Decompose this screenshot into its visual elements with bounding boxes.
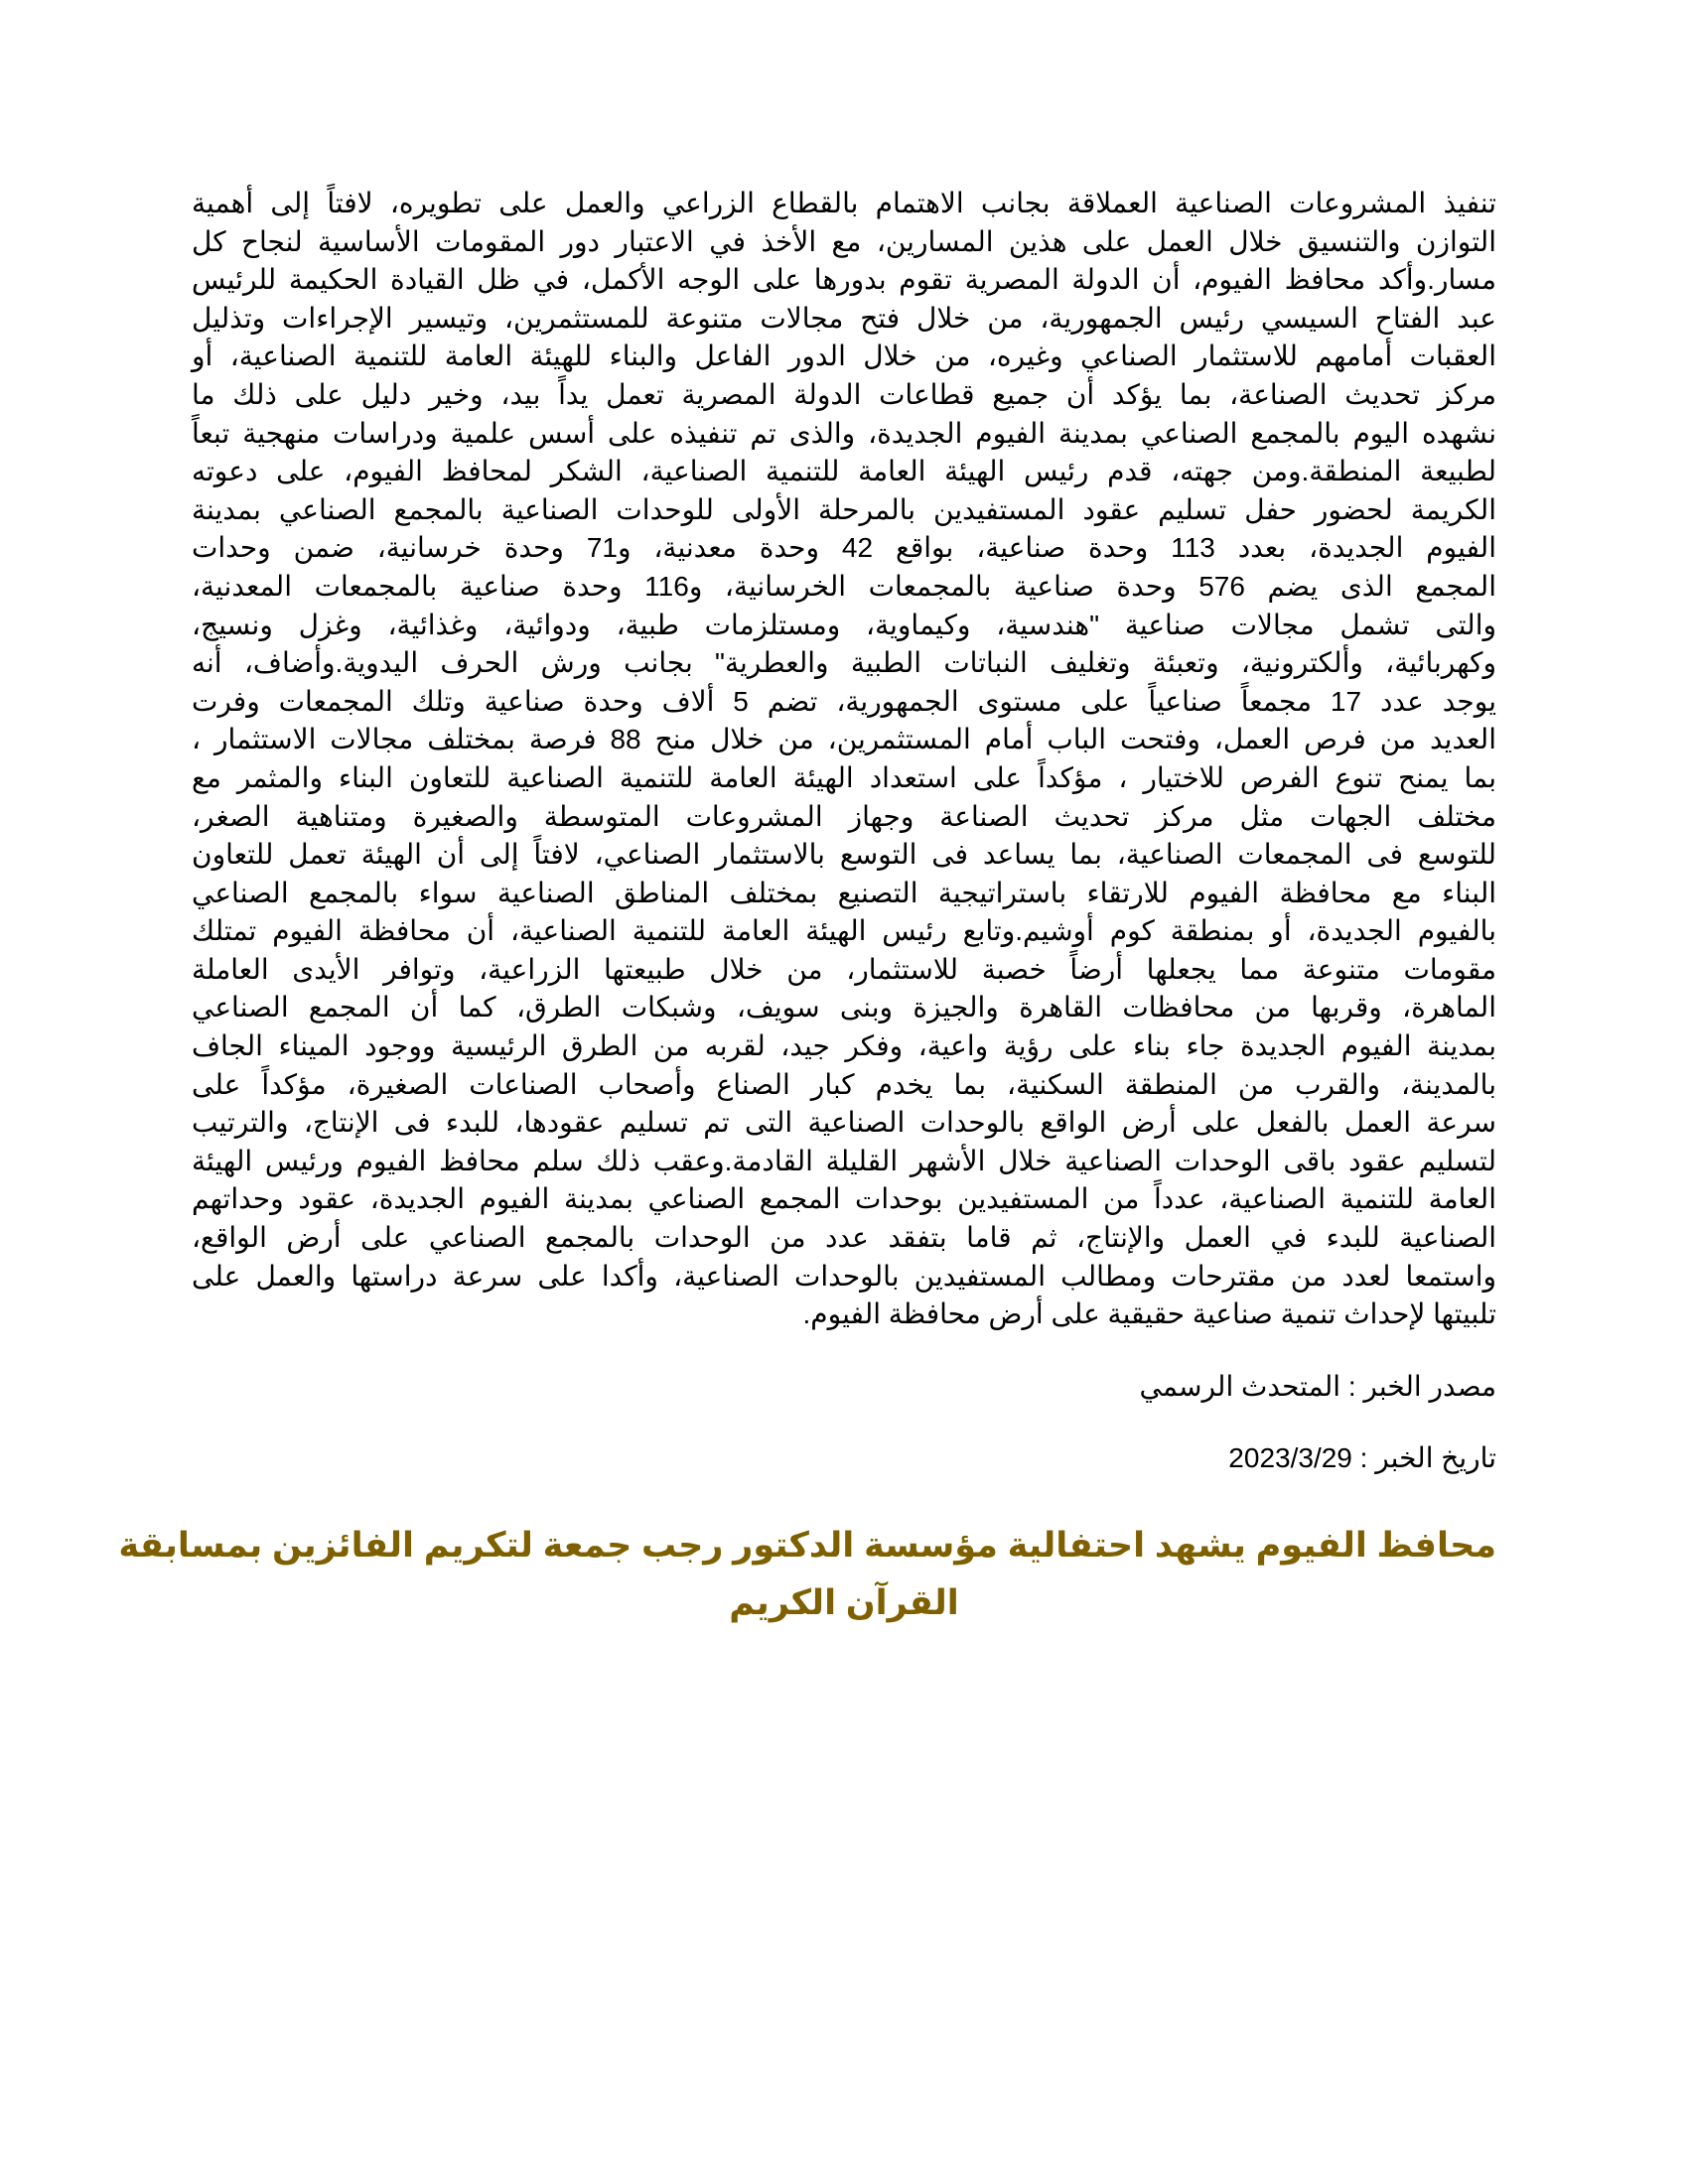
body-line: بالمدينة، والقرب من المنطقة السكنية، بما يخدم كبار الصناع وأصحاب الصناعات الصغيرة، مؤكداً على: [192, 1068, 1496, 1100]
body-line: مسار.وأكد محافظ الفيوم، أن الدولة المصرية تقوم بدورها على الوجه الأكمل، في ظل القيادة الحكيمة للرئيس: [192, 264, 1496, 296]
body-line: بما يمنح تنوع الفرص للاختيار ، مؤكداً على استعداد الهيئة العامة للتنمية الصناعية للتعاون البناء والمثمر مع: [192, 761, 1496, 793]
news-source: مصدر الخبر : المتحدث الرسمي: [1139, 1370, 1496, 1402]
body-line: سرعة العمل بالفعل على أرض الواقع بالوحدات الصناعية التى تم تسليم عقودها، للبدء فى الإنتاج، والترتيب: [192, 1107, 1496, 1139]
body-line: يوجد عدد 17 مجمعاً صناعياً على مستوى الجمهورية، تضم 5 ألاف وحدة صناعية وتلك المجمعات وفرت: [192, 685, 1496, 717]
news-date: تاريخ الخبر : 2023/3/29: [1228, 1441, 1496, 1473]
body-line: مختلف الجهات مثل مركز تحديث الصناعة وجهاز المشروعات المتوسطة والصغيرة ومتناهية الصغر،: [192, 800, 1496, 832]
headline-line: محافظ الفيوم يشهد احتفالية مؤسسة الدكتور رجب جمعة لتكريم الفائزين بمسابقة: [118, 1525, 1496, 1565]
body-line: الماهرة، وقربها من محافظات القاهرة والجيزة وبنى سويف، وشبكات الطرق، كما أن المجمع الصناعي: [192, 992, 1496, 1024]
document-page: [118, 185, 1497, 1632]
body-line: التوازن والتنسيق خلال العمل على هذين المسارين، مع الأخذ في الاعتبار دور المقومات الأساسية لنجاح كل: [192, 225, 1496, 257]
body-line: المجمع الذى يضم 576 وحدة صناعية بالمجمعات الخرسانية، و116 وحدة صناعية بالمجمعات المعدنية،: [192, 570, 1496, 602]
body-line: مركز تحديث الصناعة، بما يؤكد أن جميع قطاعات الدولة المصرية تعمل يداً بيد، وخير دليل على ذلك ما: [192, 378, 1496, 410]
body-line: العقبات أمامهم للاستثمار الصناعي وغيره، من خلال الدور الفاعل والبناء للهيئة العامة للتنمية الصناعية، أو: [192, 341, 1496, 372]
body-line: لطبيعة المنطقة.ومن جهته، قدم رئيس الهيئة العامة للتنمية الصناعية، الشكر لمحافظ الفيوم، على دعوته: [192, 456, 1496, 487]
body-line: للتوسع فى المجمعات الصناعية، بما يساعد فى التوسع بالاستثمار الصناعي، لافتاً إلى أن الهيئة تعمل للتعاون: [192, 839, 1496, 871]
body-line: نشهده اليوم بالمجمع الصناعي بمدينة الفيوم الجديدة، والذى تم تنفيذه على أسس علمية ودراسات منهجية تبعاً: [192, 417, 1496, 449]
body-line: مقومات متنوعة مما يجعلها أرضاً خصبة للاستثمار، من خلال طبيعتها الزراعية، وتوافر الأيدى العاملة: [192, 953, 1496, 985]
body-line: الفيوم الجديدة، بعدد 113 وحدة صناعية، بواقع 42 وحدة معدنية، و71 وحدة خرسانية، ضمن وحدات: [192, 532, 1496, 564]
article-body: [192, 185, 1496, 1334]
body-line: عبد الفتاح السيسي رئيس الجمهورية، من خلال فتح مجالات متنوعة للمستثمرين، وتيسير الإجراءات وتذليل: [192, 302, 1496, 334]
body-line: الكريمة لحضور حفل تسليم عقود المستفيدين بالمرحلة الأولى للوحدات الصناعية بالمجمع الصناعي بمدينة: [192, 493, 1496, 525]
body-line: البناء مع محافظة الفيوم للارتقاء باستراتيجية التصنيع بمختلف المناطق الصناعية سواء بالمجمع الصناعي: [192, 877, 1496, 908]
body-line: العامة للتنمية الصناعية، عدداً من المستفيدين بوحدات المجمع الصناعي بمدينة الفيوم الجديدة، عقود وحداتهم: [192, 1183, 1496, 1215]
body-line: وكهربائية، وألكترونية، وتعبئة وتغليف النباتات الطبية والعطرية" بجانب ورش الحرف اليدوية.وأضاف، أنه: [192, 647, 1496, 679]
body-line: والتى تشمل مجالات صناعية "هندسية، وكيماوية، ومستلزمات طبية، ودوائية، وغذائية، وغزل ونسيج،: [192, 609, 1496, 640]
next-article-headline: [118, 1517, 1496, 1632]
body-line: بالفيوم الجديدة، أو بمنطقة كوم أوشيم.وتابع رئيس الهيئة العامة للتنمية الصناعية، أن محافظة الفيوم تمتلك: [192, 915, 1496, 947]
body-line: العديد من فرص العمل، وفتحت الباب أمام المستثمرين، من خلال منح 88 فرصة بمختلف مجالات الاستثمار ،: [192, 724, 1496, 755]
body-line-last: تلبيتها لإحداث تنمية صناعية حقيقية على أرض محافظة الفيوم.: [802, 1298, 1496, 1330]
headline-line: القرآن الكريم: [729, 1582, 959, 1622]
body-line: بمدينة الفيوم الجديدة جاء بناء على رؤية واعية، وفكر جيد، لقربه من الطرق الرئيسية ووجود الميناء الجاف: [192, 1030, 1496, 1062]
body-line: تنفيذ المشروعات الصناعية العملاقة بجانب الاهتمام بالقطاع الزراعي والعمل على تطويره، لافتاً إلى أهمية: [192, 188, 1496, 218]
body-line: الصناعية للبدء في العمل والإنتاج، ثم قاما بتفقد عدد من الوحدات بالمجمع الصناعي على أرض الواقع،: [192, 1222, 1497, 1254]
body-line: لتسليم عقود باقى الوحدات الصناعية خلال الأشهر القليلة القادمة.وعقب ذلك سلم محافظ الفيوم ورئيس الهيئة: [192, 1145, 1496, 1176]
body-line: واستمعا لعدد من مقترحات ومطالب المستفيدين بالوحدات الصناعية، وأكدا على سرعة دراستها والعمل على: [192, 1260, 1496, 1292]
